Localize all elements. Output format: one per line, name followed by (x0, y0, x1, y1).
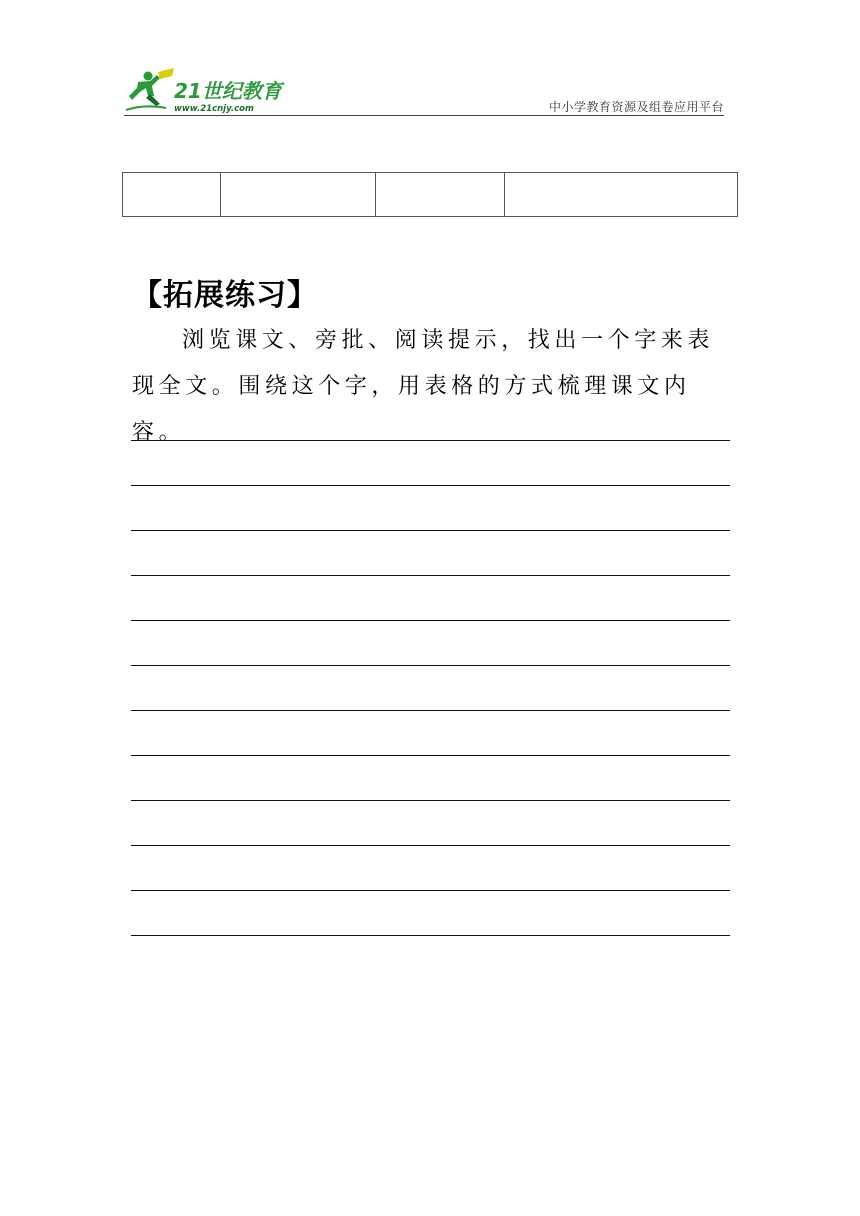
answer-line (131, 800, 730, 801)
logo-21cnjy (124, 66, 294, 114)
answer-line (131, 575, 730, 576)
answer-line (131, 620, 730, 621)
table-cell[interactable] (123, 173, 221, 217)
answer-line (131, 890, 730, 891)
table-cell[interactable] (375, 173, 505, 217)
header-divider (124, 115, 724, 116)
answer-line (131, 755, 730, 756)
exercise-prompt: 浏览课文、旁批、阅读提示，找出一个字来表现全文。围绕这个字，用表格的方式梳理课文内容。 (132, 328, 715, 445)
header-caption: 中小学教育资源及组卷应用平台 (548, 100, 724, 114)
answer-line (131, 845, 730, 846)
answer-line (131, 665, 730, 666)
answer-line (131, 485, 730, 486)
blank-table (122, 172, 738, 217)
answer-line (131, 935, 730, 936)
runner-icon (126, 68, 174, 110)
page-header (124, 66, 724, 118)
answer-line (131, 530, 730, 531)
section-title: 【拓展练习】 (132, 278, 318, 313)
table-cell[interactable] (505, 173, 738, 217)
answer-line (131, 440, 730, 441)
table-row (123, 173, 738, 217)
table-cell[interactable] (220, 173, 375, 217)
logo-sub-text: www.21cnjy.com (174, 104, 254, 114)
answer-line (131, 710, 730, 711)
logo-main-text: 21世纪教育 (174, 79, 282, 103)
